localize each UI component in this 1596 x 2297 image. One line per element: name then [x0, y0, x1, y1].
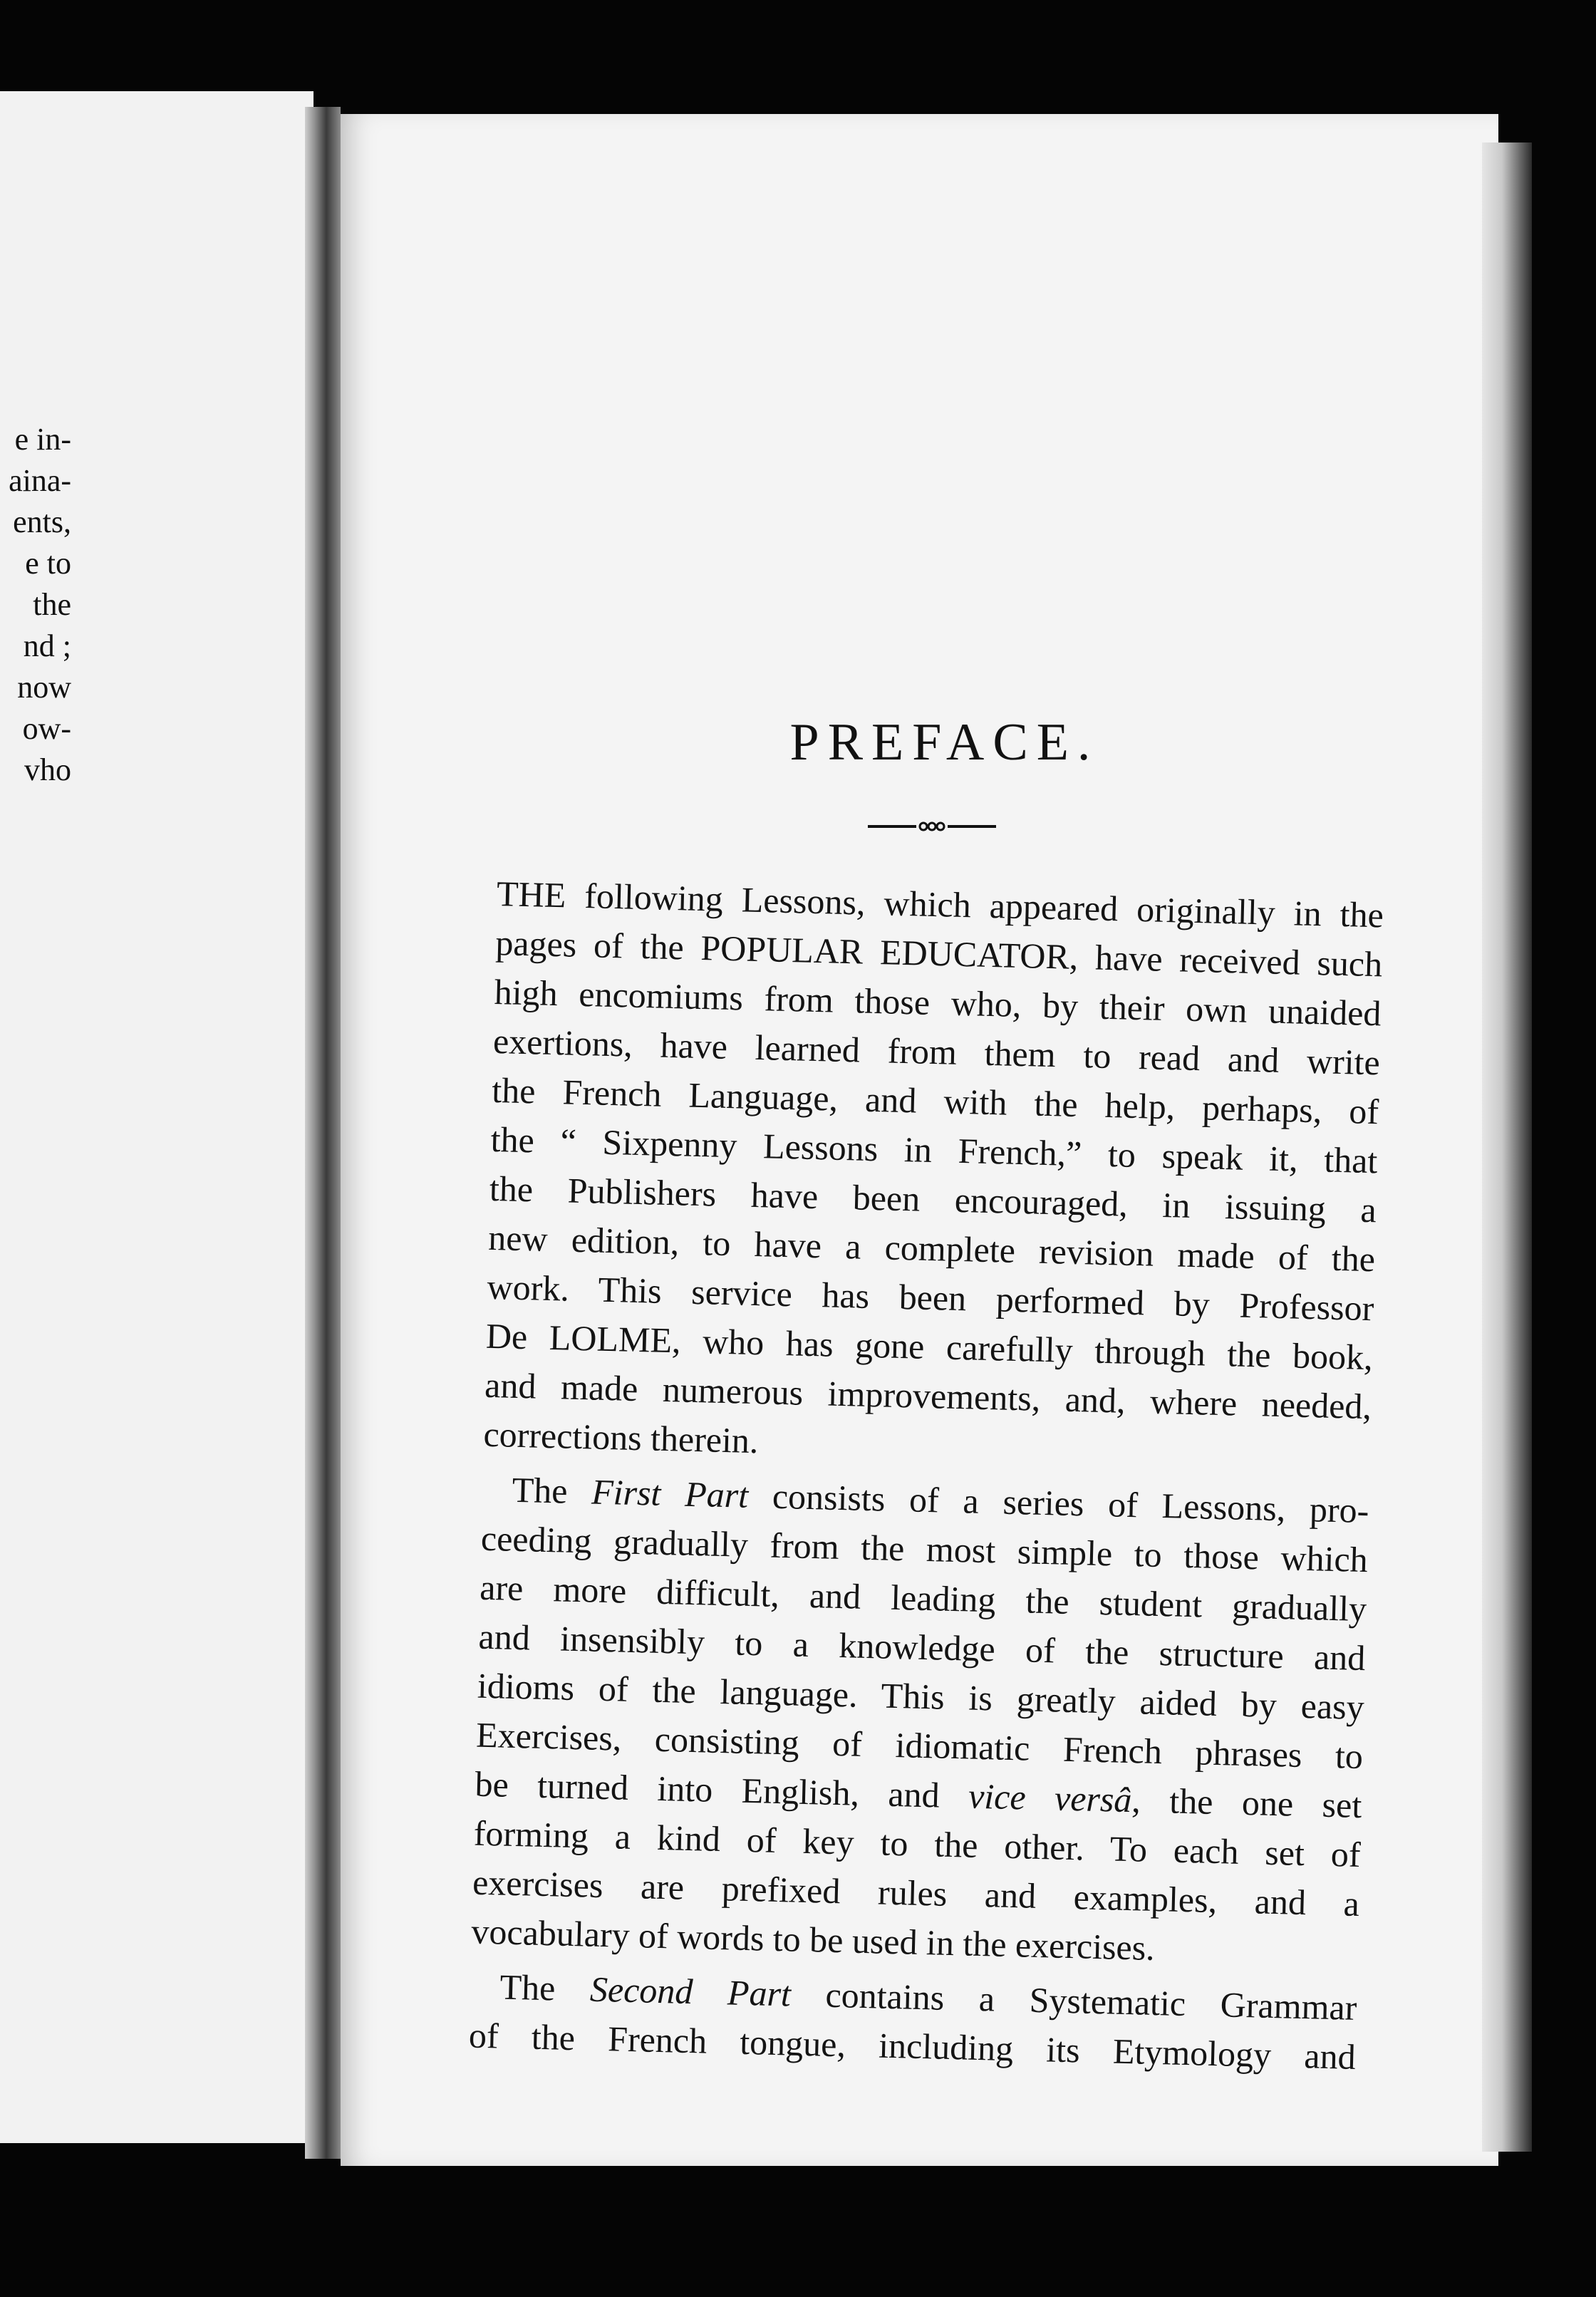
- left-fragment-line: e to: [25, 546, 71, 581]
- left-fragment-line: nd ;: [23, 628, 71, 663]
- left-fragment-line: e in-: [14, 422, 71, 457]
- text-run: consists of a series of Lessons, pro-: [747, 1475, 1370, 1531]
- right-page: [341, 114, 1498, 2166]
- page-edge-shadow: [1482, 142, 1532, 2152]
- paragraph-3: [468, 1962, 1357, 2082]
- text-run: pages of the: [494, 922, 702, 968]
- text-line: are more difficult, and leading the student gradually: [479, 1567, 1367, 1629]
- text-run: De: [485, 1315, 550, 1357]
- text-run: Second Part: [589, 1969, 792, 2014]
- text-line: ceeding gradually from the most simple to those which: [480, 1518, 1369, 1580]
- text-run: First Part: [591, 1471, 749, 1515]
- text-run: vice versâ: [968, 1775, 1133, 1820]
- text-run: be turned into English, and: [474, 1763, 969, 1816]
- text-run: THE: [496, 873, 567, 916]
- text-run: POPULAR EDUCATOR: [700, 928, 1070, 977]
- text-line: idioms of the language. This is greatly aided by easy: [477, 1665, 1365, 1728]
- text-run: , who has gone carefully through the book,: [671, 1320, 1374, 1378]
- left-fragment-line: ents,: [13, 504, 71, 539]
- page-title: PREFACE.: [789, 713, 1099, 772]
- text-line: and made numerous improvements, and, where needed,: [484, 1364, 1372, 1427]
- text-run: The: [499, 1966, 591, 2009]
- text-line: work. This service has been performed by Professor: [486, 1266, 1374, 1329]
- text-line: forming a kind of key to the other. To each set of: [473, 1813, 1362, 1875]
- text-run: , the one set: [1131, 1780, 1362, 1826]
- left-fragment-line: now: [17, 670, 71, 705]
- paragraph-1: [483, 869, 1384, 1481]
- text-line: corrections therein.: [482, 1414, 760, 1461]
- left-fragment-line: aina-: [9, 463, 71, 498]
- text-run: contains a Systematic Grammar: [790, 1974, 1358, 2028]
- text-line: the Publishers have been encouraged, in issuing a: [489, 1168, 1377, 1230]
- left-facing-page: [0, 91, 314, 2143]
- preface-body: [468, 869, 1384, 2082]
- text-line: vocabulary of words to be used in the exercises.: [470, 1911, 1156, 1968]
- text-run: following Lessons, which appeared originally in the: [565, 875, 1384, 935]
- text-run: LOLME: [549, 1317, 673, 1361]
- text-run: The: [512, 1469, 592, 1512]
- text-line: exercises are prefixed rules and examples, and a: [472, 1862, 1360, 1924]
- text-line: of the French tongue, including its Etymology and: [468, 2015, 1357, 2077]
- paragraph-2: [471, 1465, 1369, 1978]
- text-line: high encomiums from those who, by their own unaided: [494, 971, 1382, 1034]
- left-fragment-line: vho: [24, 752, 71, 787]
- text-line: and insensibly to a knowledge of the structure and: [478, 1616, 1366, 1679]
- text-run: , have received such: [1069, 936, 1383, 985]
- book-gutter: [305, 107, 341, 2159]
- text-line: new edition, to have a complete revision made of the: [487, 1217, 1376, 1280]
- text-line: the French Language, and with the help, perhaps, of: [491, 1069, 1379, 1132]
- left-page-text-fragments: [0, 419, 71, 791]
- text-line: the “ Sixpenny Lessons in French,” to speak it, that: [490, 1119, 1379, 1181]
- text-line: Exercises, consisting of idiomatic French phrases to: [475, 1714, 1364, 1777]
- left-fragment-line: the: [33, 587, 71, 622]
- text-line: exertions, have learned from them to read and write: [492, 1020, 1381, 1083]
- left-fragment-line: ow-: [22, 711, 71, 746]
- title-ornament: [868, 819, 996, 834]
